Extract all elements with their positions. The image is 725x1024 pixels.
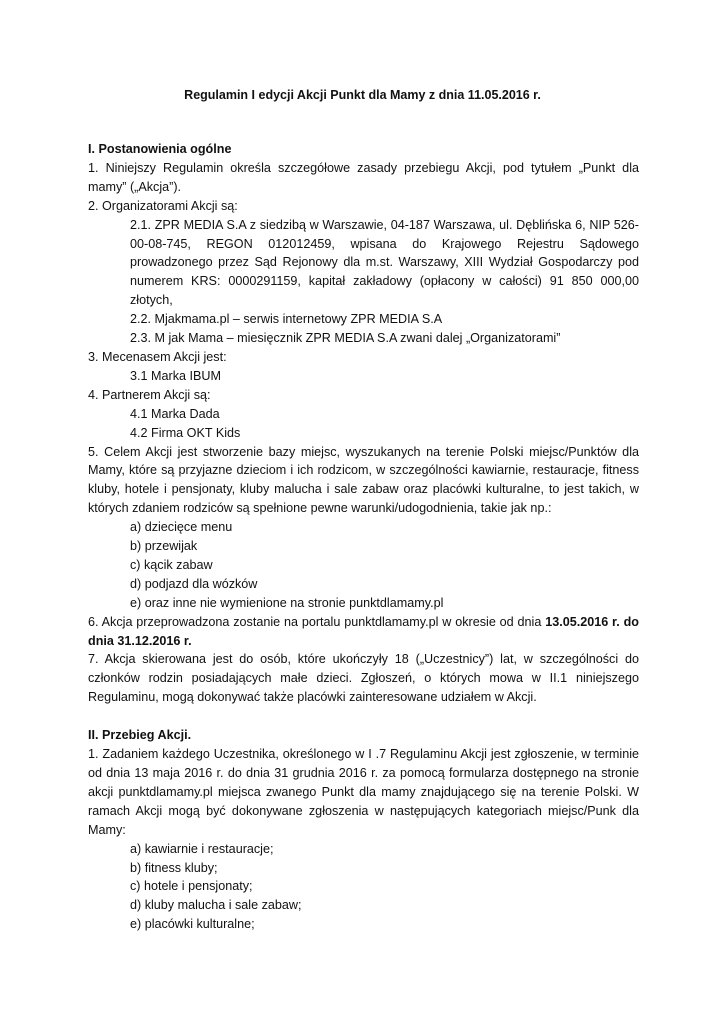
paragraph-1-3: 3. Mecenasem Akcji jest: — [88, 349, 227, 364]
document-body — [88, 140, 639, 934]
paragraph-1-2: 2. Organizatorami Akcji są: — [88, 198, 238, 213]
list-item: e) oraz inne nie wymienione na stronie punktdlamamy.pl — [130, 595, 444, 610]
list-item: d) podjazd dla wózków — [130, 576, 258, 591]
paragraph-1-2-2: 2.2. Mjakmama.pl – serwis internetowy ZPR MEDIA S.A — [130, 312, 443, 327]
list-item: e) placówki kulturalne; — [130, 917, 255, 932]
list-item: c) hotele i pensjonaty; — [130, 879, 253, 894]
paragraph-1-1: 1. Niniejszy Regulamin określa szczegółowe zasady przebiegu Akcji, pod tytułem „Punkt dla mamy” („Akcja”). — [88, 160, 639, 194]
paragraph-1-4-2: 4.2 Firma OKT Kids — [130, 425, 241, 440]
paragraph-1-6-text: 6. Akcja przeprowadzona zostanie na portalu punktdlamamy.pl w okresie od dnia — [88, 614, 546, 629]
document-title: Regulamin I edycji Akcji Punkt dla Mamy z dnia 11.05.2016 r. — [184, 88, 541, 102]
paragraph-1-6-dates: 13.05.2016 r. do dnia 31.12.2016 r. — [88, 614, 639, 648]
paragraph-1-3-1: 3.1 Marka IBUM — [130, 368, 221, 383]
list-item: c) kącik zabaw — [130, 557, 213, 572]
paragraph-1-7: 7. Akcja skierowana jest do osób, które ukończyły 18 („Uczestnicy”) lat, w szczególności do członków rodzin posiadających małe dzieci. Zgłoszeń, o których mowa w II.1 niniejszego Regulaminu, mogą dokonywać także placówki zainteresowane udziałem w Akcji. — [88, 652, 639, 705]
section-2-heading: II. Przebieg Akcji. — [88, 728, 192, 743]
paragraph-1-2-1: 2.1. ZPR MEDIA S.A z siedzibą w Warszawie, 04-187 Warszawa, ul. Dęblińska 6, NIP 526-00-08-745, REGON 012012459, wpisana do Krajowego Rejestru Sądowego prowadzonego przez Sąd Rejonowy dla m.st. Warszawy, XIII Wydział Gospodarczy pod numerem KRS: 0000291159, kapitał zakładowy (opłacony w całości) 91 850 000,00 złotych, — [130, 217, 639, 308]
list-item: a) dziecięce menu — [130, 520, 233, 535]
paragraph-1-4-1: 4.1 Marka Dada — [130, 406, 220, 421]
paragraph-2-1: 1. Zadaniem każdego Uczestnika, określonego w I .7 Regulaminu Akcji jest zgłoszenie, w terminie od dnia 13 maja 2016 r. do dnia 31 grudnia 2016 r. za pomocą formularza dostępnego na stronie akcji punktdlamamy.pl miejsca zwanego Punkt dla mamy znajdującego się na terenie Polski. W ramach Akcji mogą być dokonywane zgłoszenia w następujących kategoriach miejsc/Punk dla Mamy: — [88, 747, 639, 837]
paragraph-1-4: 4. Partnerem Akcji są: — [88, 387, 211, 402]
list-item: d) kluby malucha i sale zabaw; — [130, 898, 302, 913]
paragraph-1-5: 5. Celem Akcji jest stworzenie bazy miejsc, wyszukanych na terenie Polski miejsc/Punktów dla Mamy, które są przyjazne dzieciom i ich rodzicom, w szczególności kawiarnie, restauracje, fitness kluby, hotele i pensjonaty, kluby malucha i sale zabaw oraz placówki kulturalne, to jest takich, w których zdaniem rodziców są spełnione pewne warunki/udogodnienia, takie jak np.: — [88, 444, 639, 516]
list-item: b) przewijak — [130, 539, 198, 554]
paragraph-1-2-3: 2.3. M jak Mama – miesięcznik ZPR MEDIA S.A zwani dalej „Organizatorami” — [130, 331, 561, 346]
list-item: a) kawiarnie i restauracje; — [130, 841, 274, 856]
section-1-heading: I. Postanowienia ogólne — [88, 142, 232, 156]
list-item: b) fitness kluby; — [130, 860, 218, 875]
paragraph-1-6 — [88, 613, 639, 651]
